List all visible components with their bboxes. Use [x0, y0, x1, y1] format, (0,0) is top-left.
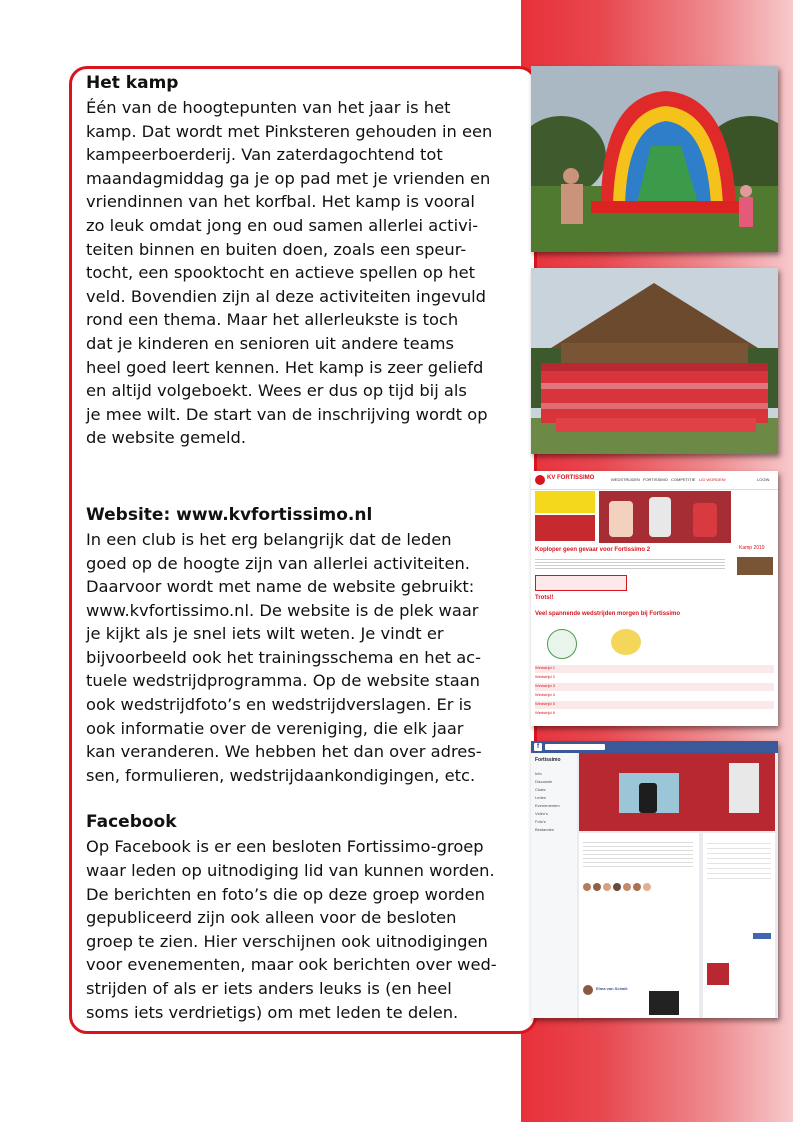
website-logo-icon — [535, 475, 545, 485]
facebook-menu-item: Evenementen — [535, 803, 560, 808]
website-article-image — [535, 575, 627, 591]
website-banner-image — [535, 515, 595, 541]
kamp-line: de website gemeld. — [86, 428, 247, 448]
website-sidebar-heading: Kamp 2019 — [739, 545, 765, 551]
facebook-cover-photo — [579, 753, 775, 831]
website-list-row: Wedstrijd 4 — [535, 692, 774, 700]
website-list-row: Wedstrijd 3 — [535, 683, 774, 691]
website-line: bijvoorbeeld ook het trainingsschema en het ac- — [86, 647, 482, 667]
paragraph-kamp — [86, 96, 526, 450]
facebook-post-avatar — [583, 985, 593, 995]
article-body — [86, 72, 526, 1024]
website-list — [535, 665, 774, 723]
website-line: www.kvfortissimo.nl. De website is de plek waar — [86, 600, 479, 620]
heading-kamp: Het kamp — [86, 73, 179, 93]
kamp-line: heel goed leert kennen. Het kamp is zeer geliefd — [86, 357, 484, 377]
heading-website: Website: www.kvfortissimo.nl — [86, 504, 373, 525]
facebook-screenshot — [531, 741, 778, 1018]
website-headline: Trots!! — [535, 595, 554, 601]
website-nav-item: WEDSTRIJDEN — [611, 477, 640, 482]
paragraph-website — [86, 528, 526, 788]
website-article-text — [535, 557, 725, 571]
website-nav-item: FORTISSIMO — [643, 477, 668, 482]
heading-facebook: Facebook — [86, 812, 177, 833]
group-photo-illustration — [531, 268, 778, 454]
photo-inflatable-slide — [531, 66, 778, 252]
kamp-line: Één van de hoogtepunten van het jaar is het — [86, 98, 451, 117]
website-list-row: Wedstrijd 1 — [535, 665, 774, 673]
facebook-menu-item: Foto's — [535, 819, 546, 824]
facebook-right-column — [703, 833, 775, 1018]
website-line: ook informatie over de vereniging, die elk jaar — [86, 718, 464, 738]
facebook-menu-item: Chats — [535, 787, 546, 792]
kamp-line: tocht, een spooktocht en actieve spellen op het — [86, 263, 475, 283]
website-headline: Veel spannende wedstrijden morgen bij Fortissimo — [535, 611, 681, 617]
website-nav-item: LID WORDEN! — [699, 477, 726, 482]
website-match-logo — [547, 629, 577, 659]
website-list-row: Wedstrijd 2 — [535, 674, 774, 682]
facebook-line: soms iets verdrietigs) om met leden te delen. — [86, 1002, 459, 1022]
facebook-menu-item: Info — [535, 771, 542, 776]
facebook-line: waar leden op uitnodiging lid van kunnen worden. — [86, 861, 495, 881]
kamp-line: kamp. Dat wordt met Pinksteren gehouden in een — [86, 121, 493, 141]
website-line: ook wedstrijdfoto’s en wedstrijdverslagen. Er is — [86, 695, 472, 715]
facebook-line: gepubliceerd zijn ook alleen voor de besloten — [86, 908, 457, 928]
website-list-row: Wedstrijd 5 — [535, 701, 774, 709]
photo-group — [531, 268, 778, 454]
facebook-member-avatars — [583, 883, 693, 893]
facebook-topbar — [531, 741, 778, 753]
website-banner-ad — [535, 491, 595, 513]
website-headline: Koploper geen gevaar voor Fortissimo 2 — [535, 547, 651, 553]
facebook-post-author: Elma van Schaik — [596, 986, 628, 991]
facebook-group-name: Fortissimo — [535, 757, 561, 763]
paragraph-facebook — [86, 835, 526, 1024]
facebook-post-image — [649, 991, 679, 1015]
website-login: LOGIN — [757, 477, 770, 482]
facebook-event-image — [707, 963, 729, 985]
facebook-menu-item: Discussie — [535, 779, 553, 784]
website-hero-image — [599, 491, 731, 543]
kamp-line: vriendinnen van het korfbal. Het kamp is vooral — [86, 192, 475, 212]
facebook-search-input — [545, 744, 605, 750]
kamp-line: teiten binnen en buiten doen, zoals een speur- — [86, 239, 467, 259]
kamp-line: maandagmiddag ga je op pad met je vrienden en — [86, 168, 491, 188]
facebook-line: Op Facebook is er een besloten Fortissimo-groep — [86, 837, 484, 857]
facebook-line: voor evenementen, maar ook berichten over wed- — [86, 955, 497, 975]
facebook-menu-item: Bestanden — [535, 827, 555, 832]
kamp-line: zo leuk omdat jong en oud samen allerlei activi- — [86, 215, 479, 235]
website-line: kan veranderen. We hebben het dan over adres- — [86, 742, 482, 762]
facebook-menu-item: Leden — [535, 795, 547, 800]
website-sidebar — [735, 491, 775, 591]
website-match-logo — [611, 629, 641, 655]
website-screenshot — [531, 471, 778, 726]
website-line: goed op de hoogte zijn van allerlei activiteiten. — [86, 553, 470, 573]
facebook-line: strijden of als er iets anders leuks is (en heel — [86, 979, 452, 998]
website-navbar — [531, 471, 778, 490]
kamp-line: rond een thema. Maar het allerleukste is toch — [86, 310, 459, 330]
kamp-line: veld. Bovendien zijn al deze activiteiten ingevuld — [86, 286, 487, 306]
facebook-logo-icon: f — [534, 743, 542, 751]
website-brand: KV FORTISSIMO — [547, 475, 595, 481]
kamp-line: en altijd volgeboekt. Wees er dus op tijd bij als — [86, 381, 467, 401]
website-line: In een club is het erg belangrijk dat de leden — [86, 529, 452, 549]
facebook-left-menu — [531, 753, 577, 1018]
facebook-feed — [579, 833, 699, 1018]
inflatable-slide-illustration — [531, 66, 778, 252]
website-list-row: Wedstrijd 6 — [535, 710, 774, 718]
kamp-line: je mee wilt. De start van de inschrijving wordt op — [86, 404, 488, 424]
facebook-line: groep te zien. Hier verschijnen ook uitnodigingen — [86, 931, 488, 951]
kamp-line: kampeerboerderij. Van zaterdagochtend tot — [86, 145, 443, 165]
kamp-line: dat je kinderen en senioren uit andere teams — [86, 333, 455, 353]
website-line: sen, formulieren, wedstrijdaankondigingen, etc. — [86, 765, 476, 785]
facebook-line: De berichten en foto’s die op deze groep worden — [86, 884, 485, 904]
website-line: je kijkt als je snel iets wilt weten. Je vindt er — [86, 624, 444, 644]
website-line: Daarvoor wordt met name de website gebruikt: — [86, 577, 475, 597]
facebook-menu-item: Video's — [535, 811, 548, 816]
facebook-join-button — [753, 933, 771, 939]
website-line: tuele wedstrijdprogramma. Op de website staan — [86, 671, 480, 691]
website-nav-item: COMPETITIE — [671, 477, 696, 482]
